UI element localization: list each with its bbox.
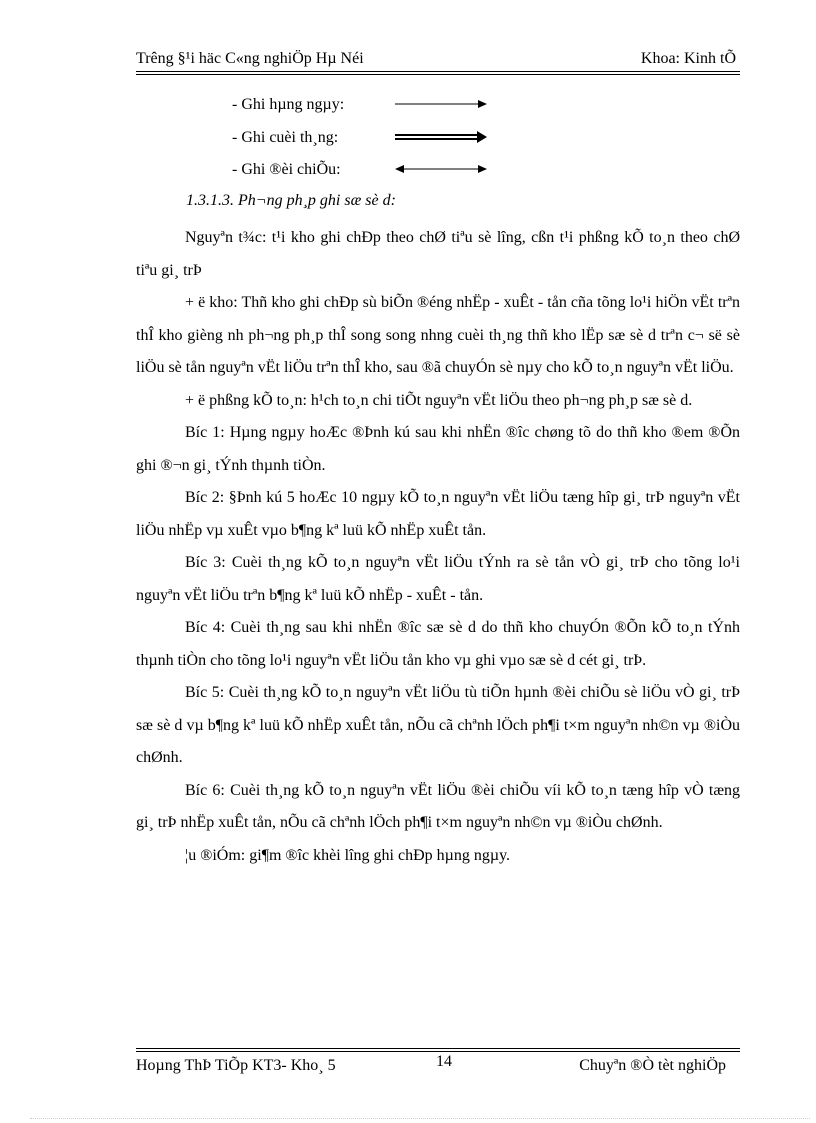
paragraph-warehouse: + ë kho: Thñ kho ghi chÐp sù biÕn ®éng nhËp - xuÊt - tån cña tõng lo¹i hiÖn vËt trªn thÎ kho gièng nh ph¬ng ph¸p thÎ song song nhng cuèi th¸ng thñ kho lËp sæ sè d trªn c¬ së sè liÖu sè tån nguyªn vËt liÖu trªn thÎ kho, sau ®ã chuyÓn sè nµy cho kÕ to¸n nguyªn vËt liÖu. <box>136 294 740 376</box>
paragraph-step-2: Bíc 2: §Þnh kú 5 hoÆc 10 ngµy kÕ to¸n nguyªn vËt liÖu tæng hîp gi¸ trÞ nguyªn vËt liÖu nhËp vµ xuÊt vµo b¶ng kª luü kÕ nhËp xuÊt tån. <box>136 489 740 539</box>
thin-arrow-icon <box>395 98 487 110</box>
footer-rule <box>136 1051 740 1052</box>
bidirectional-arrow-icon <box>395 163 487 175</box>
footer-document-type: Chuyªn ®Ò tèt nghiÖp <box>579 1057 726 1074</box>
paragraph-advantage: ¦u ®iÓm: gi¶m ®îc khèi lîng ghi chÐp hµng ngµy. <box>185 846 511 864</box>
footer-author: Hoµng ThÞ TiÕp KT3- Kho¸ 5 <box>136 1057 336 1074</box>
page-edge-dots <box>30 1118 810 1119</box>
header-rule <box>136 71 740 72</box>
legend-daily-label: - Ghi hµng ngµy: <box>232 96 345 113</box>
footer-rule-thin <box>136 1048 740 1049</box>
page-footer <box>136 1055 740 1077</box>
body-text <box>136 222 740 872</box>
header-faculty: Khoa: Kinh tÕ <box>640 50 736 67</box>
header-rule-thin <box>136 74 740 75</box>
paragraph-step-3: Bíc 3: Cuèi th¸ng kÕ to¸n nguyªn vËt liÖu tÝnh ra sè tån vÒ gi¸ trÞ cho tõng lo¹i nguyªn vËt liÖu trªn b¶ng kª luü kÕ nhËp - xuÊt - tån. <box>136 554 740 604</box>
legend-monthly-label: - Ghi cuèi th¸ng: <box>232 129 339 146</box>
paragraph-step-6: Bíc 6: Cuèi th¸ng kÕ to¸n nguyªn vËt liÖu ®èi chiÕu víi kÕ to¸n tæng hîp vÒ tæng gi¸ trÞ nhËp xuÊt tån, nÕu cã chªnh lÖch ph¶i t×m nguyªn nh©n vµ ®iÒu chØnh. <box>136 781 740 831</box>
page-header <box>136 50 740 72</box>
paragraph-principle: Nguyªn t¾c: t¹i kho ghi chÐp theo chØ tiªu sè lîng, cßn t¹i phßng kÕ to¸n theo chØ tiªu gi¸ trÞ <box>136 229 740 279</box>
legend-reconcile-label: - Ghi ®èi chiÕu: <box>232 161 341 178</box>
paragraph-step-5: Bíc 5: Cuèi th¸ng kÕ to¸n nguyªn vËt liÖu tù tiÕn hµnh ®èi chiÕu sè liÖu vÒ gi¸ trÞ sæ sè d vµ b¶ng kª luü kÕ nhËp xuÊt tån, nÕu cã chªnh lÖch ph¶i t×m nguyªn nh©n vµ ®iÒu chØnh. <box>136 684 740 766</box>
double-arrow-icon <box>395 131 487 143</box>
page-number: 14 <box>436 1053 452 1070</box>
header-school-name: Trêng §¹i häc C«ng nghiÖp Hµ Néi <box>136 50 364 67</box>
section-subheading: 1.3.1.3. Ph¬ng ph¸p ghi sæ sè d: <box>186 192 396 209</box>
paragraph-step-1: Bíc 1: Hµng ngµy hoÆc ®Þnh kú sau khi nhËn ®îc chøng tõ do thñ kho ®em ®Õn ghi ®¬n gi¸ tÝnh thµnh tiÒn. <box>136 424 740 474</box>
paragraph-step-4: Bíc 4: Cuèi th¸ng sau khi nhËn ®îc sæ sè d do thñ kho chuyÓn ®Õn kÕ to¸n tÝnh thµnh tiÒn cho tõng lo¹i nguyªn vËt liÖu tån kho vµ ghi vµo sæ sè d cét gi¸ trÞ. <box>136 619 740 669</box>
paragraph-accounting: + ë phßng kÕ to¸n: h¹ch to¸n chi tiÕt nguyªn vËt liÖu theo ph¬ng ph¸p sæ sè d. <box>185 391 693 409</box>
